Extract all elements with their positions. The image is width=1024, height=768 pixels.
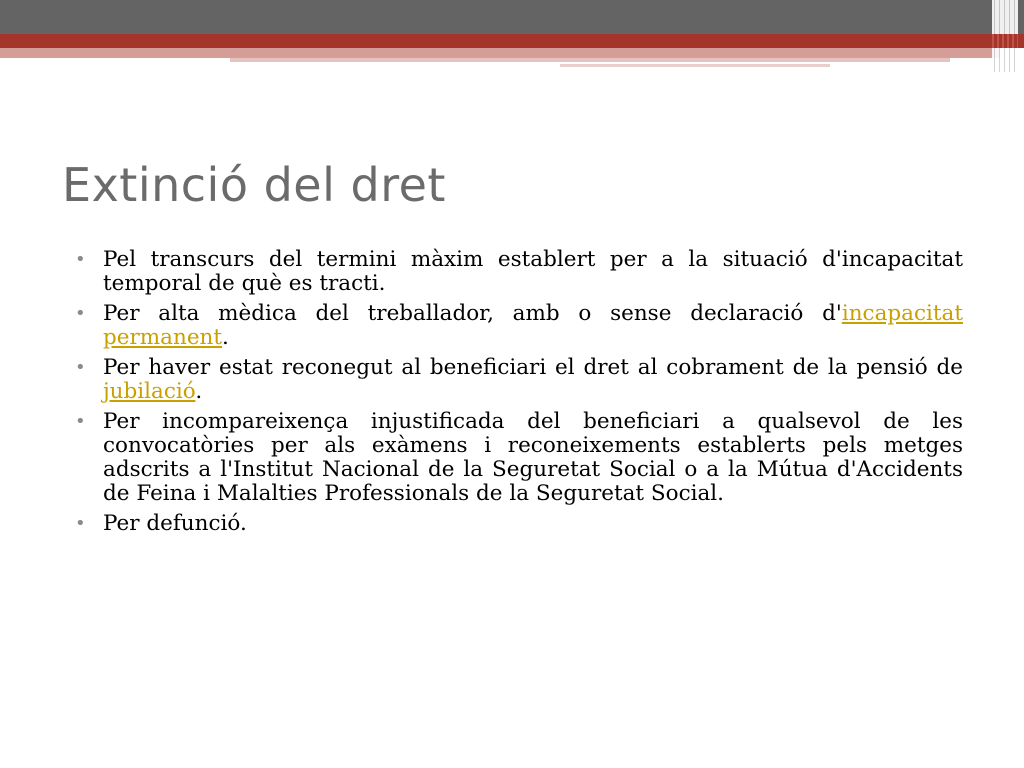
header-line-pink	[230, 58, 950, 62]
bullet-item-defuncio	[75, 512, 963, 536]
header-band-red	[0, 34, 1024, 48]
header-band-gray	[0, 0, 1024, 34]
bullet-item-termini	[75, 248, 963, 296]
bullet-text: Pel transcurs del termini màxim establert per a la situació d'incapacitat temporal de què es tracti.	[103, 247, 963, 296]
header-line-pink-short	[560, 64, 830, 67]
bullet-item-jubilacio	[75, 356, 963, 404]
header-stripes-red-decoration	[992, 34, 1018, 48]
header-band-pink	[0, 48, 1000, 58]
bullet-text: Per haver estat reconegut al beneficiari el dret al cobrament de la pensió de	[103, 355, 963, 380]
bullet-text: Per incompareixença injustificada del beneficiari a qualsevol de les convocatòries per als exàmens i reconeixements establerts pels metges adscrits a l'Institut Nacional de la Seguretat Social o a la Mútua d'Accidents de Feina i Malalties Professionals de la Seguretat Social.	[103, 409, 963, 506]
bullet-text: Per defunció.	[103, 511, 247, 536]
bullet-marker-icon: •	[75, 513, 86, 534]
bullet-item-alta-medica	[75, 302, 963, 350]
bullet-text-end: .	[195, 379, 203, 404]
link-jubilacio[interactable]: jubilació	[103, 379, 196, 404]
bullet-marker-icon: •	[75, 357, 86, 378]
bullet-text-end: .	[222, 325, 229, 350]
bullet-item-incompareixenca	[75, 410, 963, 506]
bullet-list	[75, 248, 963, 542]
bullet-marker-icon: •	[75, 303, 86, 324]
slide-title: Extinció del dret	[62, 158, 446, 212]
bullet-marker-icon: •	[75, 249, 86, 270]
bullet-text: Per alta mèdica del treballador, amb o sense declaració d'	[103, 301, 842, 326]
bullet-marker-icon: •	[75, 411, 86, 432]
link-incapacitat-permanent[interactable]: incapacitat permanent	[103, 301, 963, 350]
